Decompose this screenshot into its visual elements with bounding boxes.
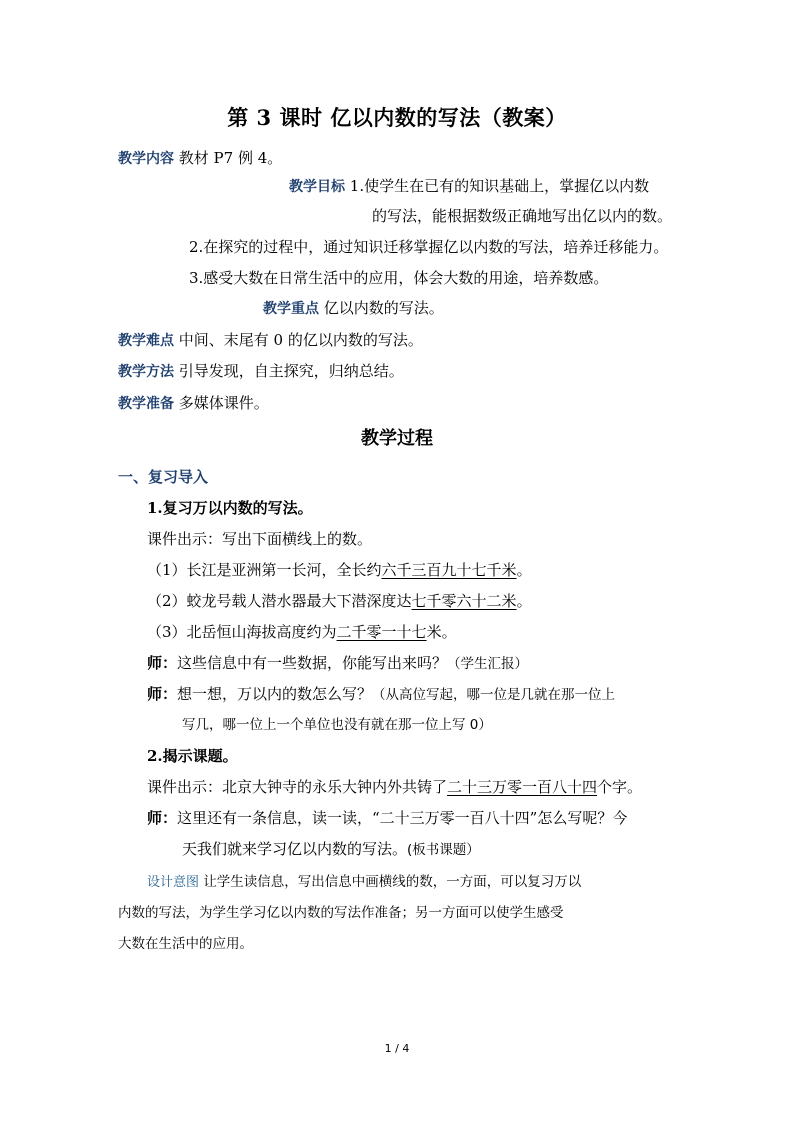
content-row (118, 148, 282, 169)
item-2-underlined: 七千零六十二米 (411, 592, 517, 610)
design-intent-label: 设计意图 (147, 875, 200, 890)
design-intent-text-a: 让学生读信息，写出信息中画横线的数，一方面，可以复习万以 (203, 874, 582, 890)
teacher-label-3: 师： (147, 809, 178, 827)
difficulty-row (118, 330, 423, 351)
design-intent-text-b: 内数的写法，为学生学习亿以内数的写法作准备；另一方面可以使学生感受 (118, 905, 564, 921)
design-intent-line-1 (147, 872, 581, 893)
item-1-underlined: 六千三百九十七千米 (381, 561, 517, 579)
section-heading: 一、复习导入 (118, 468, 209, 486)
teacher-note-3: (板书课题） (407, 842, 480, 858)
key-label: 教学重点 (263, 301, 319, 317)
goal-3: 3.感受大数在日常生活中的应用，体会大数的用途，培养数感。 (189, 269, 609, 287)
courseware-2-end: 个字。 (597, 778, 643, 796)
teacher-text-1: 这些信息中有一些数据，你能写出来吗？ (177, 654, 448, 672)
goal-row-1 (289, 176, 649, 197)
courseware-2-underlined: 二十三万零一百八十四 (447, 778, 598, 796)
sub-heading-1: 1.复习万以内数的写法。 (147, 499, 313, 517)
difficulty-text: 中间、末尾有 0 的亿以内数的写法。 (178, 331, 423, 349)
teacher-line-2 (147, 684, 615, 705)
design-intent-text-c: 大数在生活中的应用。 (118, 936, 253, 952)
content-label: 教学内容 (118, 151, 174, 167)
key-text: 亿以内数的写法。 (323, 299, 444, 317)
goal-1a: 1.使学生在已有的知识基础上，掌握亿以内数 (349, 177, 650, 195)
teacher-text-3b: 天我们就来学习亿以内数的写法。 (182, 840, 408, 858)
item-2-end: 。 (516, 592, 532, 610)
key-row (263, 298, 444, 319)
item-2 (147, 591, 532, 611)
item-3 (147, 622, 457, 642)
page-number: 1 / 4 (384, 1042, 410, 1055)
content-text: 教材 P7 例 4。 (178, 149, 283, 167)
difficulty-label: 教学难点 (118, 333, 174, 349)
item-3-text: （3）北岳恒山海拔高度约为 (147, 623, 337, 641)
prep-text: 多媒体课件。 (178, 394, 269, 412)
process-title: 教学过程 (361, 428, 433, 449)
teacher-text-3a: 这里还有一条信息，读一读，“二十三万零一百八十四”怎么写呢？今 (177, 809, 628, 827)
teacher-note-2b: 写几，哪一位上一个单位也没有就在那一位上写 0） (182, 717, 492, 733)
prep-label: 教学准备 (118, 396, 174, 412)
goal-label: 教学目标 (289, 179, 345, 195)
courseware-1: 课件出示：写出下面横线上的数。 (147, 530, 373, 548)
page-title: 第 3 课时 亿以内数的写法（教案） (227, 105, 567, 130)
teacher-line-3b (182, 839, 480, 860)
prep-row (118, 393, 269, 414)
item-3-underlined: 二千零一十七 (336, 623, 427, 641)
method-row (118, 361, 404, 382)
item-1 (147, 560, 532, 580)
method-label: 教学方法 (118, 364, 174, 380)
courseware-2-text: 课件出示：北京大钟寺的永乐大钟内外共铸了 (147, 778, 448, 796)
teacher-note-2a: （从高位写起，哪一位是几就在那一位上 (372, 687, 616, 703)
goal-1b: 的写法，能根据数级正确地写出亿以内的数。 (372, 207, 673, 225)
teacher-label-1: 师： (147, 654, 178, 672)
teacher-line-1 (147, 653, 528, 674)
sub-heading-2: 2.揭示课题。 (147, 747, 238, 765)
teacher-note-1: （学生汇报） (447, 656, 529, 672)
item-1-text: （1）长江是亚洲第一长河，全长约 (147, 561, 382, 579)
item-3-end: 米。 (426, 623, 457, 641)
teacher-line-3 (147, 808, 627, 828)
item-1-end: 。 (516, 561, 532, 579)
teacher-text-2: 想一想，万以内的数怎么写？ (177, 685, 373, 703)
goal-2: 2.在探究的过程中，通过知识迁移掌握亿以内数的写法，培养迁移能力。 (189, 238, 669, 256)
method-text: 引导发现，自主探究，归纳总结。 (178, 362, 404, 380)
courseware-2 (147, 777, 642, 797)
teacher-label-2: 师： (147, 685, 178, 703)
item-2-text: （2）蛟龙号载人潜水器最大下潜深度达 (147, 592, 412, 610)
